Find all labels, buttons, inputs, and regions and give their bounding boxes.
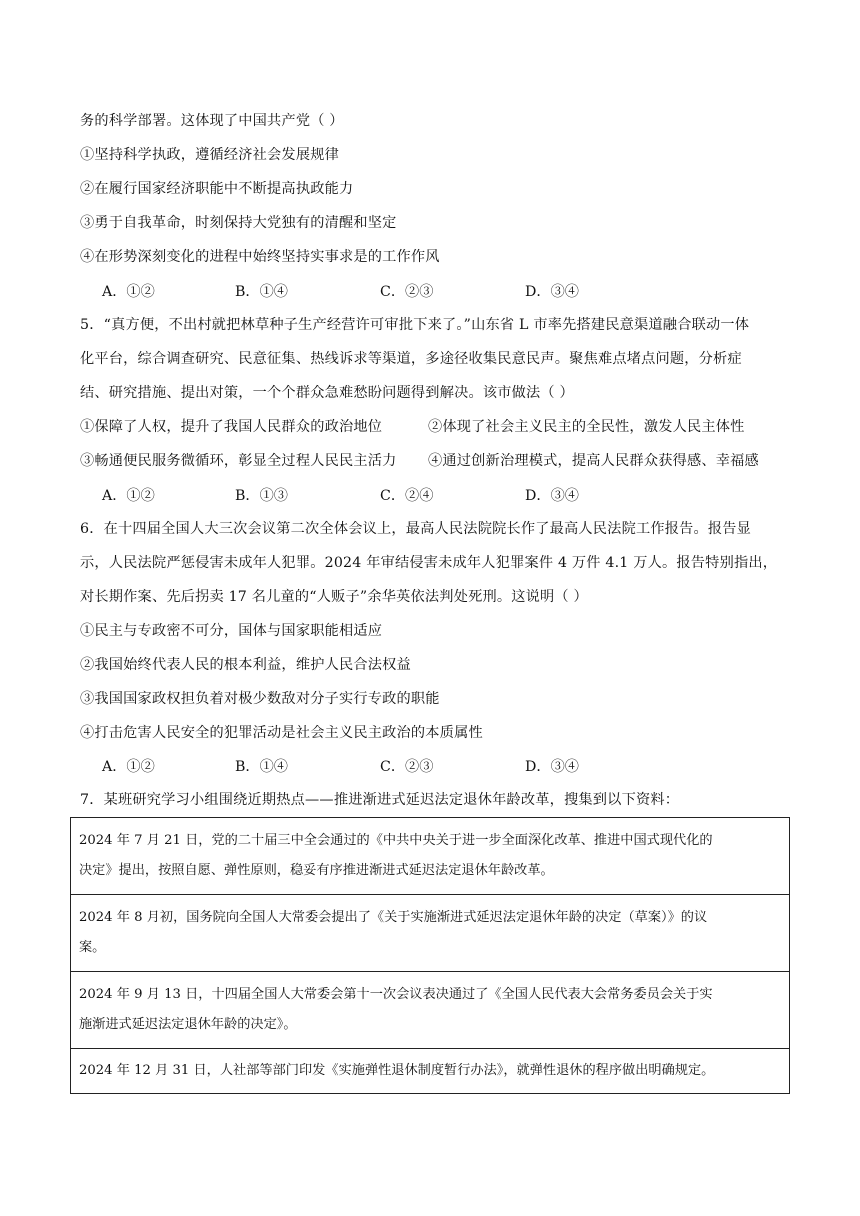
q5-stem-line-1: 5．“真方便，不出村就把林草种子生产经营许可审批下来了。”山东省 L 市率先搭建民意渠道融合联动一体 [80, 317, 750, 333]
q6-item-2: ②我国始终代表人民的根本利益，维护人民合法权益 [80, 657, 411, 673]
material-row [71, 895, 790, 972]
q6-stem-line-2: 示，人民法院严惩侵害未成年人犯罪。2024 年审结侵害未成年人犯罪案件 4 万件 4.1 万人。报告特别指出， [80, 555, 778, 571]
q6-item-4: ④打击危害人民安全的犯罪活动是社会主义民主政治的本质属性 [80, 725, 483, 741]
q5-option-a[interactable]: A．①② [102, 488, 155, 504]
q4-stem-tail: 务的科学部署。这体现了中国共产党（ ） [80, 113, 344, 129]
q7-material-table [70, 817, 790, 1094]
q5-option-c[interactable]: C．②④ [380, 488, 434, 504]
q5-item-3: ③畅通便民服务微循环，彰显全过程人民民主活力 [80, 453, 397, 469]
q4-option-b[interactable]: B．①④ [235, 284, 288, 300]
q5-stem-line-2: 化平台，综合调查研究、民意征集、热线诉求等渠道，多途径收集民意民声。聚焦难点堵点问题，分析症 [80, 351, 742, 367]
q5-stem-line-3: 结、研究措施、提出对策，一个个群众急难愁盼问题得到解决。该市做法（ ） [80, 385, 574, 401]
material-cell [71, 895, 790, 972]
material-3-line-2: 施渐进式延迟法定退休年龄的决定》。 [79, 1017, 297, 1032]
q4-item-3: ③勇于自我革命，时刻保持大党独有的清醒和坚定 [80, 215, 397, 231]
q6-item-1: ①民主与专政密不可分，国体与国家职能相适应 [80, 623, 383, 639]
material-cell [71, 818, 790, 895]
material-cell [71, 1049, 790, 1094]
material-1-line-1: 2024 年 7 月 21 日，党的二十届三中全会通过的《中共中央关于进一步全面深化改革、推进中国式现代化的 [79, 833, 713, 848]
q7-stem: 7．某班研究学习小组围绕近期热点——推进渐进式延迟法定退休年龄改革，搜集到以下资料： [80, 792, 680, 808]
q6-option-d[interactable]: D．③④ [525, 759, 579, 775]
material-2-line-1: 2024 年 8 月初，国务院向全国人大常委会提出了《关于实施渐进式延迟法定退休年龄的决定（草案）》的议 [79, 910, 708, 925]
q6-stem-line-3: 对长期作案、先后拐卖 17 名儿童的“人贩子”余华英依法判处死刑。这说明（ ） [80, 589, 588, 605]
q4-option-d[interactable]: D．③④ [525, 284, 579, 300]
q6-option-c[interactable]: C．②③ [380, 759, 434, 775]
material-row [71, 972, 790, 1049]
q6-option-b[interactable]: B．①④ [235, 759, 288, 775]
q5-option-d[interactable]: D．③④ [525, 488, 579, 504]
q6-stem-line-1: 6．在十四届全国人大三次会议第二次全体会议上，最高人民法院院长作了最高人民法院工作报告。报告显 [80, 521, 752, 537]
q4-item-4: ④在形势深刻变化的进程中始终坚持实事求是的工作作风 [80, 249, 440, 265]
q6-option-a[interactable]: A．①② [102, 759, 155, 775]
q4-item-1: ①坚持科学执政，遵循经济社会发展规律 [80, 147, 339, 163]
q4-item-2: ②在履行国家经济职能中不断提高执政能力 [80, 181, 354, 197]
q5-item-2: ②体现了社会主义民主的全民性，激发人民主体性 [428, 419, 745, 435]
q4-option-a[interactable]: A．①② [102, 284, 155, 300]
material-3-line-1: 2024 年 9 月 13 日，十四届全国人大常委会第十一次会议表决通过了《全国人民代表大会常务委员会关于实 [79, 987, 713, 1002]
material-1-line-2: 决定》提出，按照自愿、弹性原则，稳妥有序推进渐进式延迟法定退休年龄改革。 [79, 863, 554, 878]
material-2-line-2: 案。 [79, 940, 106, 955]
material-4-line-1: 2024 年 12 月 31 日，人社部等部门印发《实施弹性退休制度暂行办法》，就弹性退休的程序做出明确规定。 [79, 1063, 715, 1078]
q4-option-c[interactable]: C．②③ [380, 284, 434, 300]
material-row [71, 818, 790, 895]
q5-options [80, 485, 780, 505]
q5-item-4: ④通过创新治理模式，提高人民群众获得感、幸福感 [428, 453, 759, 469]
material-row [71, 1049, 790, 1094]
q5-option-b[interactable]: B．①③ [235, 488, 288, 504]
q4-options [80, 281, 780, 301]
q6-options [80, 756, 780, 776]
q6-item-3: ③我国国家政权担负着对极少数敌对分子实行专政的职能 [80, 691, 440, 707]
q5-item-1: ①保障了人权，提升了我国人民群众的政治地位 [80, 419, 383, 435]
material-cell [71, 972, 790, 1049]
